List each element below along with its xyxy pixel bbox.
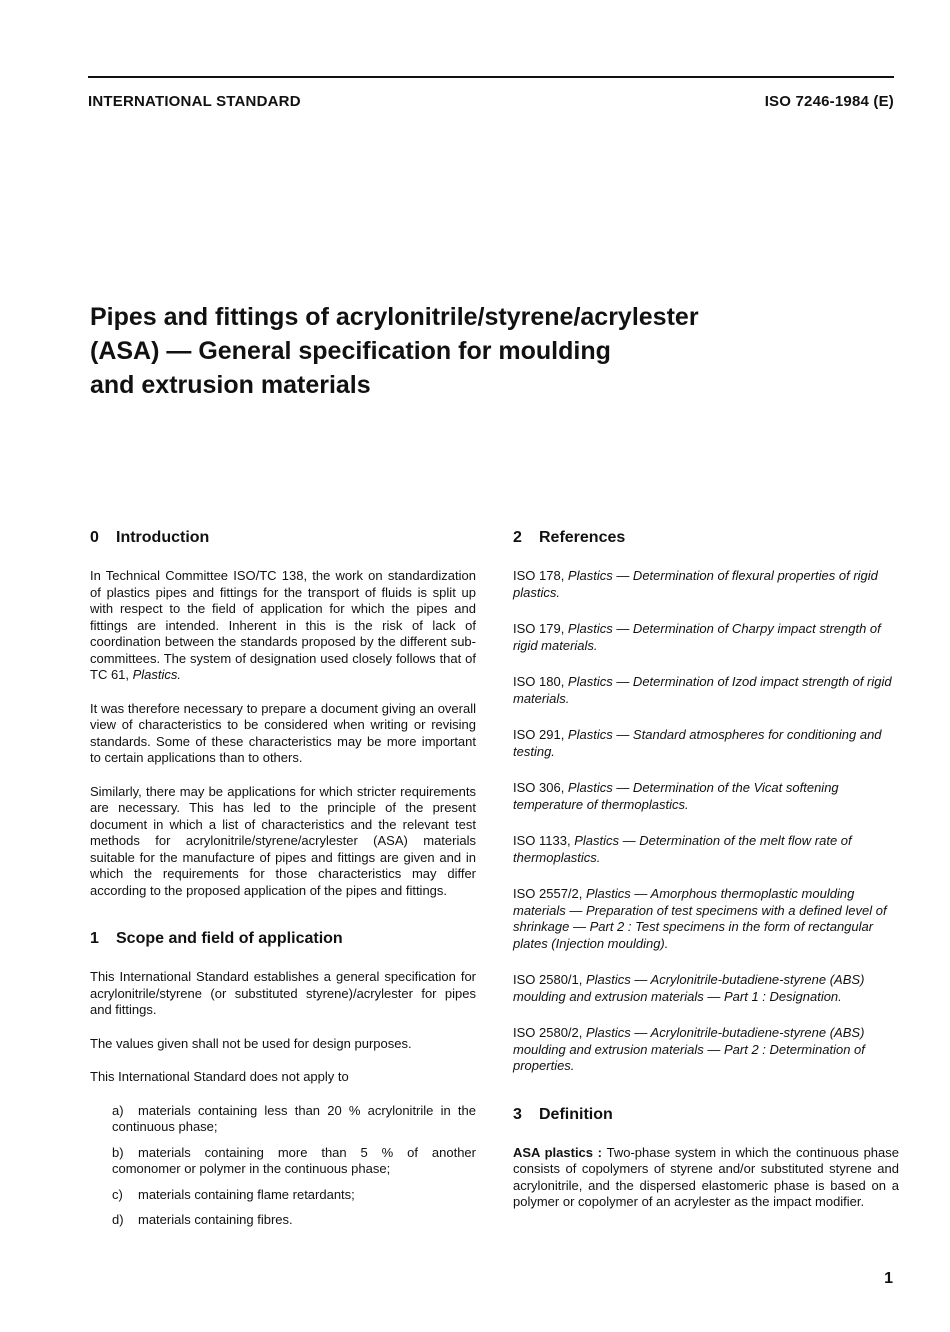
reference-code: ISO 180, xyxy=(513,674,568,689)
paragraph: This International Standard does not apply to xyxy=(90,1069,349,1084)
paragraph: The values given shall not be used for design purposes. xyxy=(90,1035,412,1051)
list-item-text: materials containing more than 5 % of another comonomer or polymer in the continuous phase; xyxy=(112,1144,476,1176)
document-title xyxy=(90,300,850,402)
reference-item xyxy=(513,568,899,601)
title-line-3: and extrusion materials xyxy=(90,371,371,399)
reference-title: Plastics — Acrylonitrile-butadiene-styrene (ABS) moulding and extrusion materials — Part 1 : Designation. xyxy=(513,972,865,1004)
section-title: Definition xyxy=(539,1105,613,1123)
page-number: 1 xyxy=(884,1270,893,1287)
paragraph: Similarly, there may be applications for which stricter requirements are necessary. This has led to the principle of the present document in which a list of characteristics and the relevant test methods for acrylonitrile/styrene/acrylester (ASA) materials suitable for the manufacture of pipes and fittings are given and in which the requirements for those characteristics may differ according to the proposed application of the pipes and fittings. xyxy=(90,783,476,898)
definition-text: Two-phase system in which the continuous phase consists of copolymers of styrene and/or substituted styrene and acrylonitrile, and the dispersed elastomeric phase is based on a polymer or copolymer of an acrylester as the impact modifier. xyxy=(513,1144,899,1209)
paragraph xyxy=(90,568,476,684)
reference-code: ISO 2580/2, xyxy=(513,1025,586,1040)
reference-item xyxy=(513,886,899,952)
paragraph-italic-text: Plastics. xyxy=(132,667,182,682)
reference-title: Plastics — Determination of the Vicat softening temperature of thermoplastics. xyxy=(513,780,839,812)
reference-item xyxy=(513,1025,899,1075)
title-line-2: (ASA) — General specification for moulding xyxy=(90,337,611,365)
paragraph: It was therefore necessary to prepare a document giving an overall view of characteristics to be considered when writing or revising standards. Some of these characteristics may be more important to certain applications than to others. xyxy=(90,700,476,765)
list-item-label: c) xyxy=(112,1186,123,1202)
section-number: 3 xyxy=(513,1105,522,1123)
reference-code: ISO 2580/1, xyxy=(513,972,586,987)
list-item-label: d) xyxy=(112,1212,124,1227)
list-item-text: materials containing less than 20 % acrylonitrile in the continuous phase; xyxy=(112,1102,476,1134)
reference-title: Plastics — Amorphous thermoplastic moulding materials — Preparation of test specimens with a defined level of shrinkage — Part 2 : Test specimens in the form of rectangular plates (Injection moulding). xyxy=(513,886,887,951)
reference-title: Plastics — Acrylonitrile-butadiene-styrene (ABS) moulding and extrusion materials — Part 2 : Determination of properties. xyxy=(513,1025,865,1073)
paragraph: This International Standard establishes a general specification for acrylonitrile/styrene (or substituted styrene)/acrylester for pipes and fittings. xyxy=(90,969,476,1017)
list-item-text: materials containing flame retardants; xyxy=(138,1186,355,1202)
section-references xyxy=(513,528,899,1075)
section-definition xyxy=(513,1105,899,1211)
list-item-label: a) xyxy=(112,1102,124,1118)
section-heading xyxy=(90,929,476,949)
section-heading xyxy=(513,528,899,548)
reference-code: ISO 2557/2, xyxy=(513,886,586,901)
list-item-text: materials containing fibres. xyxy=(138,1212,293,1227)
title-line-1: Pipes and fittings of acrylonitrile/styrene/acrylester xyxy=(90,303,699,331)
section-title: References xyxy=(539,529,626,546)
reference-item xyxy=(513,780,899,813)
reference-code: ISO 178, xyxy=(513,568,568,583)
left-column xyxy=(90,528,476,1238)
reference-title: Plastics — Determination of the melt flow rate of thermoplastics. xyxy=(513,833,852,865)
right-column xyxy=(513,528,899,1228)
list-item xyxy=(112,1103,476,1136)
reference-title: Plastics — Determination of Charpy impact strength of rigid materials. xyxy=(513,621,881,653)
reference-item xyxy=(513,621,899,654)
section-number: 2 xyxy=(513,529,522,546)
reference-code: ISO 179, xyxy=(513,621,568,636)
reference-title: Plastics — Standard atmospheres for conditioning and testing. xyxy=(513,727,882,759)
section-introduction xyxy=(90,528,476,899)
section-title: Scope and field of application xyxy=(116,930,343,947)
reference-item xyxy=(513,727,899,760)
reference-item xyxy=(513,972,899,1005)
reference-item xyxy=(513,674,899,707)
header-rule xyxy=(88,76,894,78)
paragraph-text: In Technical Committee ISO/TC 138, the work on standardization of plastics pipes and fittings for the transport of fluids is split up with respect to the field of application for which the pipes and fittings are intended. Inherent in this is the risk of lack of coordination between the standards proposed by the different sub-committees. The system of designation used closely follows that of TC 61, xyxy=(90,568,476,682)
reference-code: ISO 1133, xyxy=(513,833,575,848)
section-scope xyxy=(90,929,476,1229)
header-document-type: INTERNATIONAL STANDARD xyxy=(88,93,301,110)
exclusion-list xyxy=(90,1103,476,1229)
header-standard-number: ISO 7246-1984 (E) xyxy=(764,93,894,110)
section-number: 0 xyxy=(90,529,99,546)
reference-title: Plastics — Determination of flexural properties of rigid plastics. xyxy=(513,568,878,600)
reference-code: ISO 306, xyxy=(513,780,568,795)
reference-code: ISO 291, xyxy=(513,727,568,742)
definition-paragraph xyxy=(513,1145,899,1211)
section-number: 1 xyxy=(90,930,99,947)
definition-term: ASA plastics : xyxy=(513,1144,607,1160)
list-item xyxy=(112,1187,476,1204)
list-item-label: b) xyxy=(112,1144,124,1160)
reference-item xyxy=(513,833,899,866)
section-title: Introduction xyxy=(116,529,210,546)
section-heading xyxy=(513,1105,899,1125)
list-item xyxy=(112,1212,476,1229)
list-item xyxy=(112,1145,476,1178)
section-heading xyxy=(90,528,476,548)
reference-title: Plastics — Determination of Izod impact strength of rigid materials. xyxy=(513,674,892,706)
